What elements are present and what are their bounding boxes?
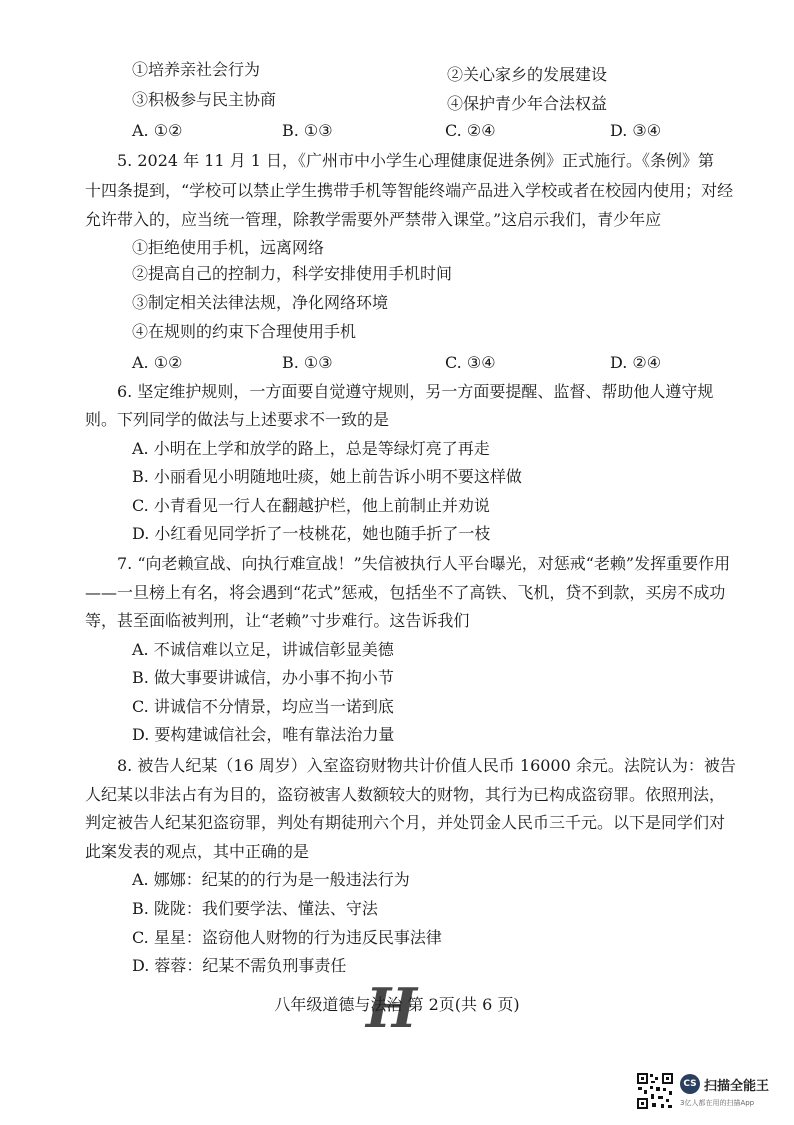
qr-code-icon	[636, 1072, 674, 1110]
q4-item-4: ④保护青少年合法权益	[447, 94, 608, 113]
q8-option-c: C. 星星：盗窃他人财物的行为违反民事法律	[132, 928, 442, 947]
q5-option-c: C. ③④	[445, 353, 496, 372]
q7-stem-line-1: 7. “向老赖宣战、向执行难宣战！”失信被执行人平台曝光，对惩戒“老赖”发挥重要作用	[117, 554, 731, 573]
q6-option-b: B. 小丽看见小明随地吐痰，她上前告诉小明不要这样做	[132, 467, 522, 486]
q6-stem-line-2: 则。下列同学的做法与上述要求不一致的是	[85, 410, 390, 429]
scanner-app-slogan: 3亿人都在用的扫描App	[680, 1099, 755, 1107]
q6-option-c: C. 小青看见一行人在翻越护栏，他上前制止并劝说	[132, 496, 490, 515]
q7-stem-line-2: ——一旦榜上有名，将会遇到“花式”惩戒，包括坐不了高铁、飞机，贷不到款，买房不成功	[85, 583, 726, 602]
q4-item-2: ②关心家乡的发展建设	[447, 65, 608, 84]
q5-item-3: ③制定相关法律法规，净化网络环境	[132, 293, 389, 312]
q6-option-a: A. 小明在上学和放学的路上，总是等绿灯亮了再走	[132, 439, 490, 458]
q6-option-d: D. 小红看见同学折了一枝桃花，她也随手折了一枝	[132, 524, 491, 543]
q7-option-a: A. 不诚信难以立足，讲诚信彰显美德	[132, 640, 394, 659]
q8-stem-line-3: 判定被告人纪某犯盗窃罪，判处有期徒刑六个月，并处罚金人民币三千元。以下是同学们对	[85, 813, 726, 832]
q4-option-b: B. ①③	[282, 121, 333, 140]
q5-stem-line-3: 允许带入的，应当统一管理，除教学需要外严禁带入课堂。”这启示我们，青少年应	[85, 210, 662, 229]
q4-option-a: A. ①②	[132, 121, 183, 140]
q5-stem-line-1: 5. 2024 年 11 月 1 日，《广州市中小学生心理健康促进条例》正式施行。《条例》第	[117, 151, 715, 170]
q7-option-c: C. 讲诚信不分情景，均应当一诺到底	[132, 697, 394, 716]
camscanner-logo-icon: CS	[680, 1074, 700, 1094]
q8-stem-line-2: 人纪某以非法占有为目的，盗窃被害人数额较大的财物，其行为已构成盗窃罪。依照刑法，	[85, 785, 726, 804]
q4-item-1: ①培养亲社会行为	[132, 60, 261, 79]
scanner-app-name: 扫描全能王	[704, 1079, 770, 1094]
q5-option-b: B. ①③	[282, 353, 333, 372]
q7-option-b: B. 做大事要讲诚信，办小事不拘小节	[132, 668, 394, 687]
q4-option-c: C. ②④	[445, 121, 496, 140]
q8-option-a: A. 娜娜：纪某的的行为是一般违法行为	[132, 870, 410, 889]
q5-item-4: ④在规则的约束下合理使用手机	[132, 322, 357, 341]
q8-option-d: D. 蓉蓉：纪某不需负刑事责任	[132, 956, 347, 975]
q4-item-3: ③积极参与民主协商	[132, 90, 277, 109]
q7-option-d: D. 要构建诚信社会，唯有靠法治力量	[132, 725, 395, 744]
q5-stem-line-2: 十四条提到，“学校可以禁止学生携带手机等智能终端产品进入学校或者在校园内使用；对经	[85, 181, 734, 200]
q8-option-b: B. 陇陇：我们要学法、懂法、守法	[132, 899, 378, 918]
scanner-badge	[636, 1072, 786, 1114]
watermark-logo: H	[366, 976, 412, 1040]
q8-stem-line-1: 8. 被告人纪某（16 周岁）入室盗窃财物共计价值人民币 16000 余元。法院认为：被告	[117, 756, 736, 775]
page-footer: 八年级道德与法治 第 2页(共 6 页)	[274, 995, 520, 1014]
q5-option-a: A. ①②	[132, 353, 183, 372]
q5-option-d: D. ②④	[610, 353, 662, 372]
q5-item-2: ②提高自己的控制力，科学安排使用手机时间	[132, 264, 453, 283]
q4-option-d: D. ③④	[610, 121, 662, 140]
q6-stem-line-1: 6. 坚定维护规则，一方面要自觉遵守规则，另一方面要提醒、监督、帮助他人遵守规	[117, 382, 714, 401]
q8-stem-line-4: 此案发表的观点，其中正确的是	[85, 842, 310, 861]
q7-stem-line-3: 等，甚至面临被判刑，让“老赖”寸步难行。这告诉我们	[85, 611, 470, 630]
q5-item-1: ①拒绝使用手机，远离网络	[132, 238, 325, 257]
